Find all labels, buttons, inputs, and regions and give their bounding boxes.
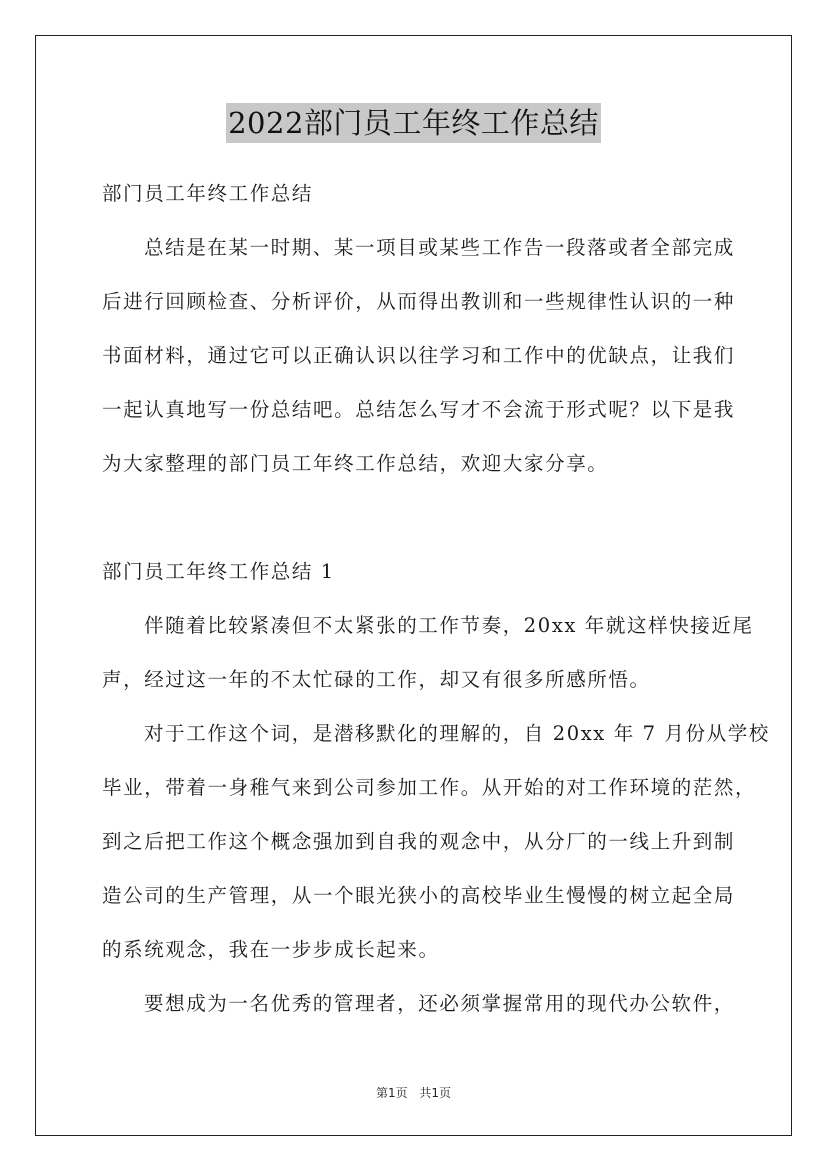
paragraph-line: 造公司的生产管理，从一个眼光狭小的高校毕业生慢慢的树立起全局 (102, 884, 736, 907)
paragraph-line: 到之后把工作这个概念强加到自我的观念中，从分厂的一线上升到制 (102, 830, 736, 853)
paragraph-line: 对于工作这个词，是潜移默化的理解的，自 20xx 年 7 月份从学校 (144, 722, 770, 745)
subtitle: 部门员工年终工作总结 (102, 182, 314, 205)
intro-line: 书面材料，通过它可以正确认识以往学习和工作中的优缺点，让我们 (102, 344, 736, 367)
section-heading: 部门员工年终工作总结 1 (102, 560, 335, 583)
document-title: 2022部门员工年终工作总结 (226, 103, 601, 143)
page-footer (0, 1085, 827, 1101)
paragraph-line: 伴随着比较紧凑但不太紧张的工作节奏，20xx 年就这样快接近尾 (144, 614, 754, 637)
paragraph-line: 的系统观念，我在一步步成长起来。 (102, 938, 440, 961)
intro-line: 为大家整理的部门员工年终工作总结，欢迎大家分享。 (102, 452, 609, 475)
page-total: 共1页 (419, 1086, 452, 1100)
paragraph-line: 声，经过这一年的不太忙碌的工作，却又有很多所感所悟。 (102, 668, 651, 691)
intro-line: 后进行回顾检查、分析评价，从而得出教训和一些规律性认识的一种 (102, 290, 736, 313)
intro-line: 总结是在某一时期、某一项目或某些工作告一段落或者全部完成 (144, 236, 735, 259)
paragraph-line: 要想成为一名优秀的管理者，还必须掌握常用的现代办公软件， (144, 992, 735, 1015)
page-number: 第1页 (375, 1086, 408, 1100)
paragraph-line: 毕业，带着一身稚气来到公司参加工作。从开始的对工作环境的茫然， (102, 776, 757, 799)
title-container (0, 103, 827, 143)
intro-line: 一起认真地写一份总结吧。总结怎么写才不会流于形式呢？以下是我 (102, 398, 736, 421)
